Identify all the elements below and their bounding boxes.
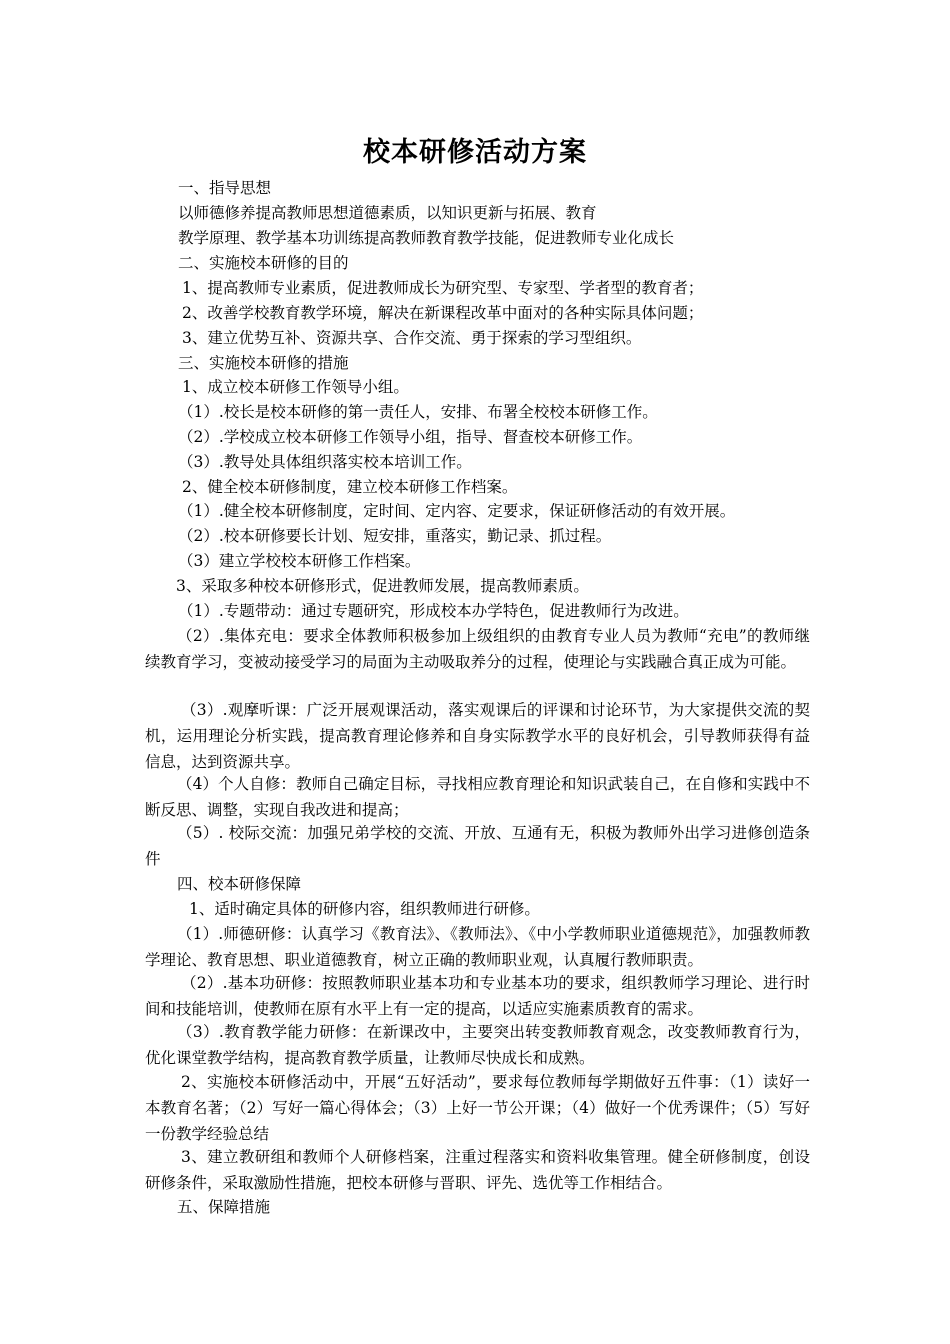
paragraph: （2）.基本功研修：按照教师职业基本功和专业基本功的要求，组织教师学习理论、进行时间和技能培训，使教师在原有水平上有一定的提高，以适应实施素质教育的需求。: [145, 974, 810, 1018]
paragraph: （2）.集体充电：要求全体教师积极参加上级组织的由教育专业人员为教师“充电”的教师继续教育学习，变被动接受学习的局面为主动吸取养分的过程，使理论与实践融合真正成为可能。: [145, 627, 810, 671]
paragraph: （5）. 校际交流：加强兄弟学校的交流、开放、互通有无，积极为教师外出学习进修创造条件: [145, 824, 810, 868]
sub-item: （2）.学校成立校本研修工作领导小组，指导、督查校本研修工作。: [178, 428, 643, 446]
list-item: 1、成立校本研修工作领导小组。: [182, 378, 409, 396]
list-item: 2、改善学校教育教学环境，解决在新课程改革中面对的各种实际具体问题；: [182, 304, 704, 322]
text-line: 教学原理、教学基本功训练提高教师教育教学技能，促进教师专业化成长: [178, 229, 675, 247]
list-item: 3、采取多种校本研修形式，促进教师发展，提高教师素质。: [176, 577, 589, 595]
section-heading-2: 二、实施校本研修的目的: [178, 254, 349, 272]
section-heading-3: 三、实施校本研修的措施: [178, 354, 349, 372]
sub-item: （1）.校长是校本研修的第一责任人，安排、布署全校校本研修工作。: [178, 403, 658, 421]
section-heading-5: 五、保障措施: [177, 1198, 271, 1216]
sub-item: （3）建立学校校本研修工作档案。: [178, 552, 421, 570]
section-heading-1: 一、指导思想: [178, 179, 272, 197]
text-line: 以师德修养提高教师思想道德素质，以知识更新与拓展、教育: [178, 204, 597, 222]
list-item: 1、适时确定具体的研修内容，组织教师进行研修。: [189, 900, 540, 918]
paragraph: （3）.观摩听课：广泛开展观课活动，落实观课后的评课和讨论环节，为大家提供交流的契机，运用理论分析实践，提高教育理论修养和自身实际教学水平的良好机会，引导教师获得有益信息，达到资源共享。: [145, 701, 810, 771]
sub-item: （3）.教导处具体组织落实校本培训工作。: [178, 453, 472, 471]
sub-item: （1）.专题带动：通过专题研究，形成校本办学特色，促进教师行为改进。: [178, 602, 689, 620]
sub-item: （1）.健全校本研修制度，定时间、定内容、定要求，保证研修活动的有效开展。: [178, 502, 736, 520]
list-item: 1、提高教师专业素质，促进教师成长为研究型、专家型、学者型的教育者；: [182, 279, 704, 297]
list-item: 2、健全校本研修制度，建立校本研修工作档案。: [182, 478, 518, 496]
list-item: 3、建立优势互补、资源共享、合作交流、勇于探索的学习型组织。: [182, 329, 642, 347]
paragraph: （1）.师德研修：认真学习《教育法》、《教师法》、《中小学教师职业道德规范》，加强教师教学理论、教育思想、职业道德教育，树立正确的教师职业观，认真履行教师职责。: [145, 925, 810, 969]
document-title: 校本研修活动方案: [363, 137, 587, 168]
paragraph: （4）个人自修：教师自己确定目标，寻找相应教育理论和知识武装自己，在自修和实践中不断反思、调整，实现自我改进和提高；: [145, 775, 810, 819]
section-heading-4: 四、校本研修保障: [177, 875, 302, 893]
paragraph: （3）.教育教学能力研修：在新课改中，主要突出转变教师教育观念，改变教师教育行为，优化课堂教学结构，提高教育教学质量，让教师尽快成长和成熟。: [145, 1023, 810, 1067]
sub-item: （2）.校本研修要长计划、短安排，重落实，勤记录、抓过程。: [178, 527, 612, 545]
paragraph: 3、建立教研组和教师个人研修档案，注重过程落实和资料收集管理。健全研修制度，创设研修条件，采取激励性措施，把校本研修与晋职、评先、选优等工作相结合。: [145, 1148, 810, 1192]
paragraph: 2、实施校本研修活动中，开展“五好活动”，要求每位教师每学期做好五件事：（1）读好一本教育名著；（2）写好一篇心得体会；（3）上好一节公开课；（4）做好一个优秀课件；（5）写好一份教学经验总结: [145, 1073, 810, 1143]
